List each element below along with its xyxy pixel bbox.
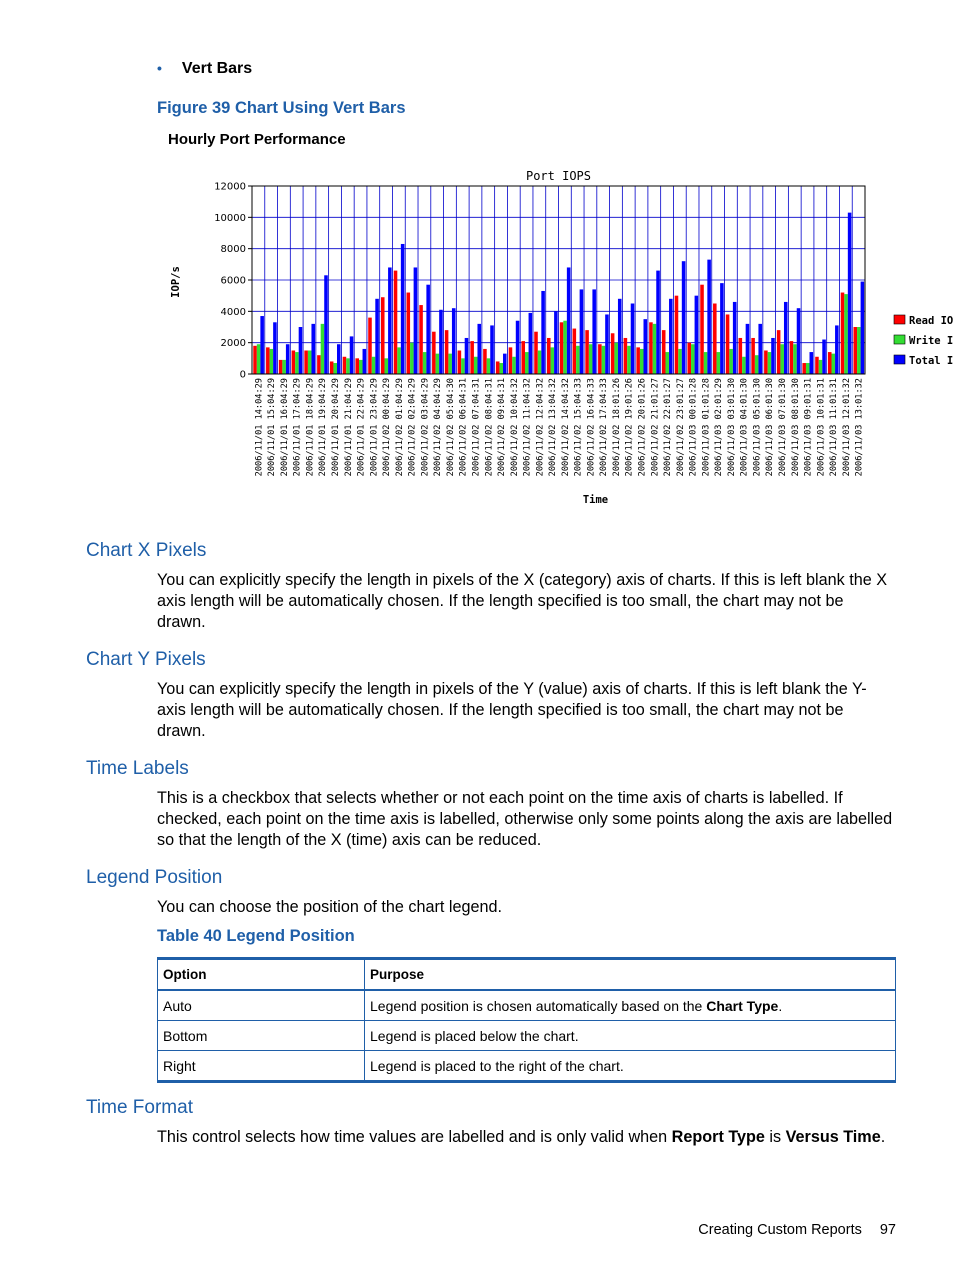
bar-write-i — [640, 349, 644, 374]
bar-write-i — [704, 352, 708, 374]
chart-title: Port IOPS — [525, 169, 592, 183]
bar-total-i — [720, 283, 724, 374]
bar-read-io — [368, 318, 372, 374]
x-tick-label: 2006/11/03 07:01:30 — [777, 378, 788, 477]
x-tick-label: 2006/11/02 16:04:33 — [586, 378, 597, 477]
x-tick-label: 2006/11/03 06:01:30 — [765, 378, 776, 477]
table-header-row — [158, 959, 896, 991]
bullet-text: Vert Bars — [181, 60, 253, 77]
legend-swatch — [894, 335, 905, 344]
bar-read-io — [547, 338, 551, 374]
bar-write-i — [372, 357, 376, 374]
bar-read-io — [662, 330, 666, 374]
bar-read-io — [292, 351, 296, 375]
bar-total-i — [771, 338, 775, 374]
bar-write-i — [436, 354, 440, 374]
bar-write-i — [487, 358, 491, 374]
x-tick-label: 2006/11/02 06:04:31 — [458, 378, 469, 477]
bar-write-i — [308, 351, 312, 375]
bar-total-i — [375, 299, 379, 374]
bar-write-i — [397, 347, 401, 374]
table-cell-purpose — [365, 1021, 896, 1051]
y-tick-label: 6000 — [220, 275, 246, 287]
bar-read-io — [419, 305, 423, 374]
x-tick-label: 2006/11/02 23:01:27 — [675, 378, 686, 477]
bar-read-io — [790, 341, 794, 374]
time-format-text-end: . — [880, 1128, 886, 1146]
bar-read-io — [483, 349, 487, 374]
bar-write-i — [499, 363, 503, 374]
bar-total-i — [707, 260, 711, 374]
table-header-option: Option — [158, 959, 365, 991]
table-row — [158, 1021, 896, 1051]
legend-position-table — [157, 957, 896, 1083]
bar-write-i — [653, 324, 657, 374]
page-footer — [698, 1222, 896, 1238]
x-tick-label: 2006/11/03 04:01:30 — [739, 378, 750, 477]
y-axis-label: IOP/s — [170, 266, 182, 298]
x-tick-label: 2006/11/02 18:01:26 — [611, 378, 622, 477]
bar-read-io — [828, 352, 832, 374]
x-tick-label: 2006/11/02 14:04:32 — [560, 378, 571, 477]
bar-write-i — [717, 352, 721, 374]
x-tick-label: 2006/11/02 19:01:26 — [624, 378, 635, 477]
bar-read-io — [253, 346, 257, 374]
bar-total-i — [822, 340, 826, 374]
bar-read-io — [458, 351, 462, 375]
bar-total-i — [337, 344, 341, 374]
x-tick-label: 2006/11/03 09:01:31 — [803, 378, 814, 477]
x-tick-label: 2006/11/01 19:04:29 — [318, 378, 329, 477]
x-tick-label: 2006/11/02 00:04:29 — [382, 378, 393, 477]
bar-total-i — [286, 344, 290, 374]
bar-read-io — [636, 347, 640, 374]
bar-write-i — [461, 358, 465, 374]
bar-read-io — [534, 332, 538, 374]
x-tick-label: 2006/11/02 04:04:29 — [433, 378, 444, 477]
bar-total-i — [363, 349, 367, 374]
bar-read-io — [764, 351, 768, 375]
x-tick-label: 2006/11/02 21:01:27 — [650, 378, 661, 477]
x-tick-label: 2006/11/02 07:04:31 — [471, 378, 482, 477]
bar-read-io — [854, 327, 858, 374]
table-row — [158, 1051, 896, 1082]
page-number: 97 — [879, 1222, 896, 1238]
table-caption: Table 40 Legend Position — [157, 927, 355, 945]
bar-write-i — [627, 346, 631, 374]
bullet-item — [157, 60, 252, 78]
bar-total-i — [643, 319, 647, 374]
bar-read-io — [470, 341, 474, 374]
bar-read-io — [560, 322, 564, 374]
bar-total-i — [580, 289, 584, 374]
x-tick-label: 2006/11/01 16:04:29 — [279, 378, 290, 477]
bar-write-i — [857, 327, 861, 374]
bar-read-io — [713, 304, 717, 375]
bar-write-i — [729, 349, 733, 374]
bar-total-i — [554, 311, 558, 374]
bar-write-i — [525, 352, 529, 374]
bar-read-io — [675, 296, 679, 374]
x-tick-label: 2006/11/02 17:04:33 — [599, 377, 610, 477]
bar-write-i — [755, 355, 759, 374]
versus-time-bold: Versus Time — [785, 1128, 881, 1146]
x-tick-label: 2006/11/02 01:04:29 — [394, 378, 405, 477]
table-row — [158, 990, 896, 1021]
bar-read-io — [815, 357, 819, 374]
bar-total-i — [490, 325, 494, 374]
bar-total-i — [452, 308, 456, 374]
x-tick-label: 2006/11/01 20:04:29 — [331, 378, 342, 477]
x-tick-label: 2006/11/03 13:01:32 — [854, 378, 865, 477]
bar-total-i — [426, 285, 430, 374]
bar-write-i — [321, 324, 325, 374]
footer-title: Creating Custom Reports — [698, 1222, 862, 1238]
bar-read-io — [649, 322, 653, 374]
bar-write-i — [282, 360, 286, 374]
bar-read-io — [739, 338, 743, 374]
bar-read-io — [304, 351, 308, 375]
bar-total-i — [299, 327, 303, 374]
bar-total-i — [669, 299, 673, 374]
bar-write-i — [844, 294, 848, 374]
bar-total-i — [477, 324, 481, 374]
bar-total-i — [503, 354, 507, 374]
bar-total-i — [848, 213, 852, 374]
bar-read-io — [343, 357, 347, 374]
bar-total-i — [784, 302, 788, 374]
bar-write-i — [691, 344, 695, 374]
bar-read-io — [726, 314, 730, 374]
bar-write-i — [474, 357, 478, 374]
bar-write-i — [793, 344, 797, 374]
bar-read-io — [777, 330, 781, 374]
bar-write-i — [333, 363, 337, 374]
bar-write-i — [448, 354, 452, 374]
bar-write-i — [563, 321, 567, 374]
section-text-chart-x-pixels: You can explicitly specify the length in pixels of the X (category) axis of charts. If this is left blank the X axis length will be automatically chosen. If the length specified is too small, the chart may not be drawn. — [157, 571, 888, 631]
bar-read-io — [585, 330, 589, 374]
x-tick-label: 2006/11/03 12:01:32 — [841, 378, 852, 477]
bar-write-i — [806, 363, 810, 374]
bar-read-io — [611, 333, 615, 374]
bar-write-i — [538, 351, 542, 375]
x-tick-label: 2006/11/03 05:01:30 — [752, 378, 763, 477]
x-tick-label: 2006/11/03 11:01:31 — [829, 378, 840, 477]
x-tick-label: 2006/11/01 22:04:29 — [356, 378, 367, 477]
x-tick-label: 2006/11/03 01:01:28 — [701, 378, 712, 477]
x-tick-label: 2006/11/01 14:04:29 — [254, 378, 265, 477]
x-tick-label: 2006/11/02 15:04:33 — [573, 378, 584, 477]
table-cell-purpose — [365, 990, 896, 1021]
table-cell-purpose — [365, 1051, 896, 1082]
bar-total-i — [529, 313, 533, 374]
figure-caption: Figure 39 Chart Using Vert Bars — [157, 99, 406, 117]
purpose-text: Legend is placed to the right of the chart. — [370, 1057, 624, 1074]
section-title-chart-y-pixels: Chart Y Pixels — [86, 649, 206, 670]
x-tick-label: 2006/11/01 17:04:29 — [292, 378, 303, 477]
bar-total-i — [835, 325, 839, 374]
bar-read-io — [509, 347, 513, 374]
x-tick-label: 2006/11/01 15:04:29 — [267, 378, 278, 477]
bar-write-i — [295, 352, 299, 374]
bar-total-i — [260, 316, 264, 374]
bar-write-i — [359, 360, 363, 374]
bar-write-i — [678, 349, 682, 374]
table-cell-option: Right — [158, 1051, 365, 1082]
x-tick-label: 2006/11/02 11:04:32 — [522, 378, 533, 477]
time-format-text-mid: is — [764, 1128, 786, 1146]
bar-total-i — [324, 275, 328, 374]
table-header-purpose: Purpose — [365, 959, 896, 991]
x-tick-label: 2006/11/03 03:01:30 — [726, 378, 737, 477]
bar-total-i — [746, 324, 750, 374]
x-tick-label: 2006/11/02 13:04:32 — [548, 378, 559, 477]
bar-write-i — [346, 358, 350, 374]
bar-read-io — [355, 358, 359, 374]
x-axis-label: Time — [582, 494, 609, 506]
bar-write-i — [602, 346, 606, 374]
bar-read-io — [802, 363, 806, 374]
bar-write-i — [832, 354, 836, 374]
bar-read-io — [496, 361, 500, 374]
bar-write-i — [385, 358, 389, 374]
bar-total-i — [439, 310, 443, 374]
report-type-bold: Report Type — [671, 1128, 765, 1146]
bar-write-i — [423, 352, 427, 374]
bar-read-io — [445, 330, 449, 374]
x-tick-label: 2006/11/03 08:01:30 — [790, 378, 801, 477]
bar-write-i — [768, 352, 772, 374]
bar-write-i — [589, 344, 593, 374]
y-tick-label: 8000 — [220, 244, 246, 256]
bar-write-i — [614, 343, 618, 374]
bar-total-i — [631, 304, 635, 375]
port-iops-chart — [160, 162, 954, 512]
bar-read-io — [381, 297, 385, 374]
x-tick-label: 2006/11/01 23:04:29 — [369, 378, 380, 477]
table-cell-option: Bottom — [158, 1021, 365, 1051]
x-tick-label: 2006/11/02 02:04:29 — [407, 378, 418, 477]
y-tick-label: 0 — [239, 369, 246, 381]
section-text-time-labels: This is a checkbox that selects whether or not each point on the time axis of charts is labelled. If checked, each point on the time axis is labelled, otherwise only some points along the axis are labelled so that the length of the X (time) axis can be reduced. — [157, 789, 893, 849]
bar-read-io — [573, 329, 577, 374]
x-tick-label: 2006/11/02 22:01:27 — [663, 378, 674, 477]
bar-write-i — [742, 357, 746, 374]
bar-write-i — [665, 352, 669, 374]
legend-label: Total I — [909, 355, 954, 367]
chart-heading: Hourly Port Performance — [168, 131, 346, 148]
x-tick-label: 2006/11/03 00:01:28 — [688, 378, 699, 477]
legend-swatch — [894, 315, 905, 324]
bar-read-io — [394, 271, 398, 374]
bar-total-i — [797, 308, 801, 374]
bar-read-io — [330, 361, 334, 374]
y-tick-label: 12000 — [214, 181, 246, 193]
bar-total-i — [388, 267, 392, 374]
purpose-text: Legend is placed below the chart. — [370, 1027, 579, 1044]
bar-read-io — [279, 360, 283, 374]
bar-total-i — [733, 302, 737, 374]
section-text-time-format — [157, 1127, 895, 1148]
bar-read-io — [751, 338, 755, 374]
x-tick-label: 2006/11/01 21:04:29 — [343, 378, 354, 477]
bar-total-i — [541, 291, 545, 374]
y-tick-label: 10000 — [214, 212, 246, 224]
purpose-text: Legend position is chosen automatically based on the — [370, 997, 707, 1014]
bar-read-io — [841, 293, 845, 374]
bar-total-i — [567, 267, 571, 374]
x-tick-label: 2006/11/03 10:01:31 — [816, 378, 827, 477]
x-tick-label: 2006/11/02 03:04:29 — [420, 378, 431, 477]
legend-label: Write I — [909, 335, 954, 347]
bar-total-i — [465, 338, 469, 374]
bar-read-io — [317, 355, 321, 374]
bar-write-i — [780, 344, 784, 374]
bar-write-i — [819, 360, 823, 374]
bar-total-i — [592, 289, 596, 374]
bar-read-io — [700, 285, 704, 374]
section-text-chart-y-pixels: You can explicitly specify the length in pixels of the Y (value) axis of charts. If this is left blank the Y-axis length will be automatically chosen. If the length specified is too small, the chart may not be drawn. — [157, 680, 867, 740]
bar-total-i — [656, 271, 660, 374]
bar-total-i — [516, 321, 520, 374]
bar-read-io — [598, 344, 602, 374]
x-tick-label: 2006/11/01 18:04:29 — [305, 378, 316, 477]
legend-swatch — [894, 355, 905, 364]
bar-total-i — [682, 261, 686, 374]
x-tick-label: 2006/11/02 12:04:32 — [535, 378, 546, 477]
bar-write-i — [410, 343, 414, 374]
bar-read-io — [687, 343, 691, 374]
bar-total-i — [618, 299, 622, 374]
bar-total-i — [605, 314, 609, 374]
bar-read-io — [266, 347, 270, 374]
bar-total-i — [758, 324, 762, 374]
section-text-legend-position: You can choose the position of the chart legend. — [157, 898, 502, 916]
bar-write-i — [512, 357, 516, 374]
legend-label: Read IO — [909, 315, 954, 327]
x-tick-label: 2006/11/03 02:01:29 — [714, 378, 725, 477]
bar-write-i — [270, 349, 274, 374]
y-tick-label: 2000 — [220, 338, 246, 350]
bar-total-i — [311, 324, 315, 374]
bar-write-i — [551, 347, 555, 374]
purpose-text-end: . — [778, 997, 783, 1014]
section-title-chart-x-pixels: Chart X Pixels — [86, 540, 207, 561]
bar-read-io — [407, 293, 411, 374]
section-title-legend-position: Legend Position — [86, 867, 223, 888]
table-cell-option: Auto — [158, 990, 365, 1021]
x-tick-label: 2006/11/02 20:01:26 — [637, 377, 648, 477]
bullet-icon: • — [157, 60, 162, 76]
y-tick-label: 4000 — [220, 306, 246, 318]
bar-total-i — [273, 322, 277, 374]
x-tick-label: 2006/11/02 08:04:31 — [484, 378, 495, 477]
section-title-time-format: Time Format — [86, 1097, 193, 1118]
bar-total-i — [401, 244, 405, 374]
bar-total-i — [350, 336, 354, 374]
bar-total-i — [810, 352, 814, 374]
section-title-time-labels: Time Labels — [86, 758, 189, 779]
x-tick-label: 2006/11/02 09:04:31 — [497, 378, 508, 477]
x-tick-label: 2006/11/02 10:04:32 — [509, 378, 520, 477]
bar-read-io — [432, 332, 436, 374]
purpose-bold-text: Chart Type — [706, 997, 779, 1014]
x-tick-label: 2006/11/02 05:04:30 — [445, 378, 456, 477]
bar-read-io — [521, 341, 525, 374]
bar-total-i — [695, 296, 699, 374]
bar-write-i — [576, 346, 580, 374]
bar-total-i — [861, 282, 865, 374]
time-format-text: This control selects how time values are labelled and is only valid when — [157, 1128, 672, 1146]
bar-write-i — [257, 344, 261, 374]
bar-read-io — [624, 338, 628, 374]
bar-total-i — [414, 267, 418, 374]
